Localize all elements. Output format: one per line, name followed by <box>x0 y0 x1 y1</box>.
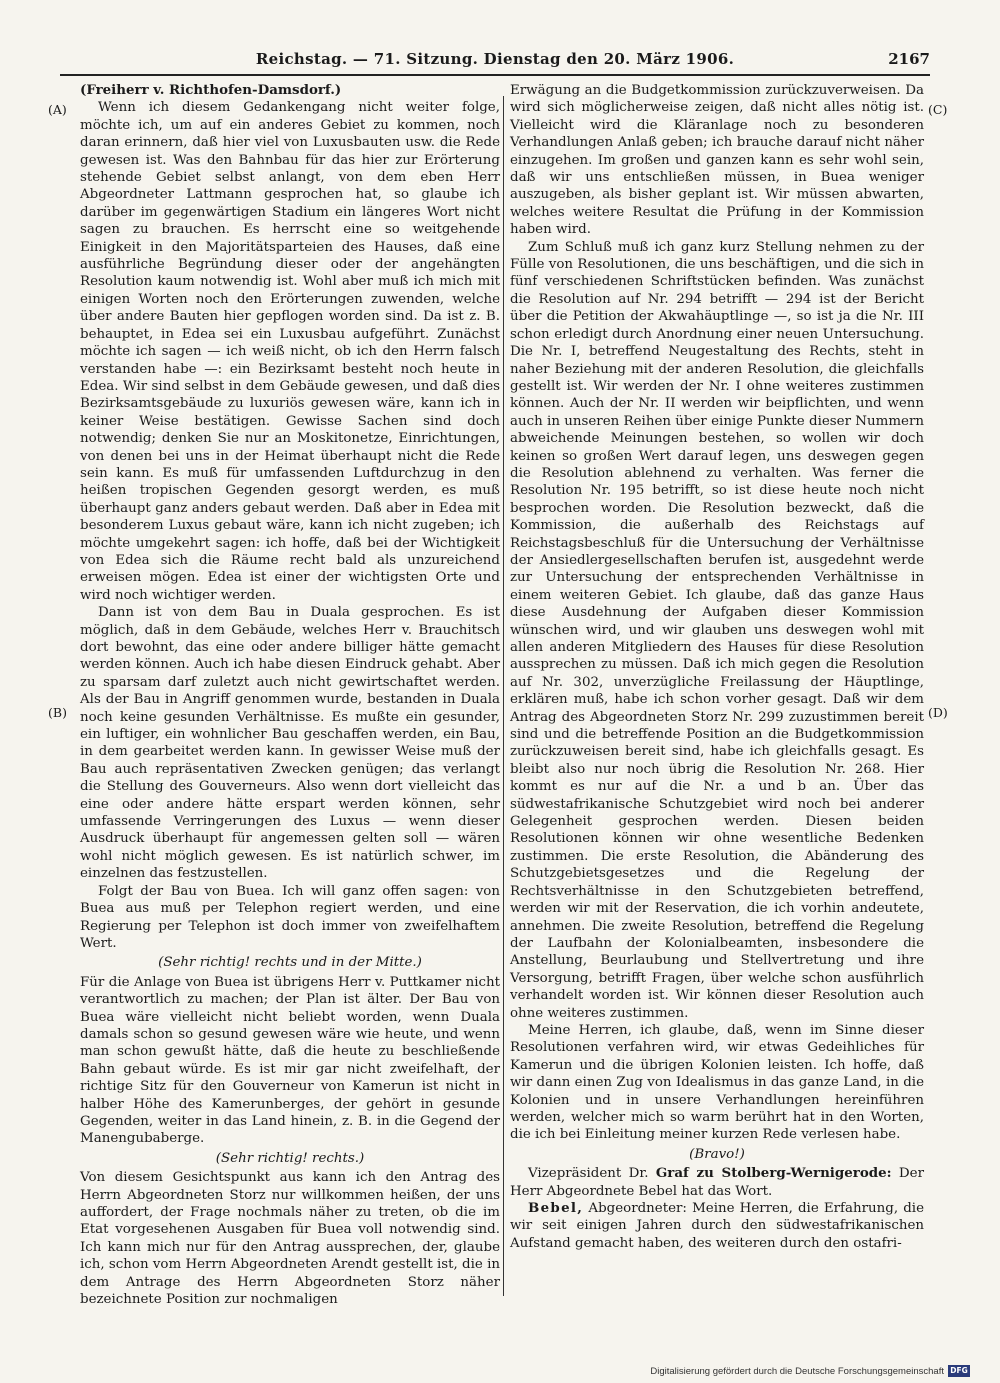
chair-name: Graf zu Stolberg-Wernigerode: <box>655 1165 892 1182</box>
paragraph: Meine Herren, ich glaube, daß, wenn im Sinne dieser Resolutionen verfahren wird, wir etwas Gedeihliches für Kamerun und die übrigen Kolonien leisten. Ich hoffe, daß wir dann einen Zug von Idealismus in das ganze Land, in die Kolonien und in unsere Verhandlungen hereinführen werden, welcher mich so warm berührt hat in den Worten, die ich bei Einleitung meiner kurzen Rede verlesen habe. <box>510 1022 924 1143</box>
paragraph: Zum Schluß muß ich ganz kurz Stellung nehmen zu der Fülle von Resolutionen, die uns beschäftigen, und die sich in fünf verschiedenen Schriftstücken befinden. Was zunächst die Resolution auf Nr. 294 betrifft — 294 ist der Bericht über die Petition der Akwahäuptlinge —, so ist ja die Nr. III schon erledigt durch Anordnung einer neuen Untersuchung. Die Nr. I, betreffend Neugestaltung des Rechts, steht in naher Beziehung mit der anderen Resolution, die gleichfalls gestellt ist. Wir werden der Nr. I ohne weiteres zustimmen können. Auch der Nr. II werden wir beipflichten, und wenn auch in unseren Reihen über einige Punkte dieser Nummern abweichende Meinungen bestehen, so wollen wir doch keinen so großen Wert darauf legen, uns deswegen gegen die Resolution ablehnend zu verhalten. Was ferner die Resolution Nr. 195 betrifft, so ist diese heute noch nicht besprochen worden. Die Resolution bezweckt, daß die Kommission, die außerhalb des Reichstags auf Reichstagsbeschluß für die Untersuchung der Verhältnisse der Ansiedlergesellschaften berufen ist, ausgedehnt werde zur Untersuchung der entsprechenden Verhältnisse in einem weiteren Gebiet. Ich glaube, daß das ganze Haus diese Ausdehnung der Aufgaben dieser Kommission wünschen wird, und wir glauben uns deswegen wohl mit allen anderen Mitgliedern des Hauses für diese Resolution aussprechen zu müssen. Daß ich mich gegen die Resolution auf Nr. 302, unverzügliche Freilassung der Häuptlinge, erklären muß, habe ich schon vorher gesagt. Daß wir dem Antrag des Abgeordneten Storz Nr. 299 zuzustimmen bereit sind und die betreffende Position an die Budgetkommission zurückzuweisen bereit sind, habe ich gleichfalls gesagt. Es bleibt also nur noch übrig die Resolution Nr. 268. Hier kommt es nur auf die Nr. a und b an. Über das südwestafrikanische Schutzgebiet wird noch bei anderer Gelegenheit gesprochen werden. Diesen beiden Resolutionen können wir ohne wesentliche Bedenken zustimmen. Die erste Resolution, die Abänderung des Schutzgebietsgesetzes und die Regelung der Rechtsverhältnisse in den Schutzgebieten betreffend, werden wir mit der Reservation, die ich vorhin andeutete, annehmen. Die zweite Resolution, betreffend die Regelung der Laufbahn der Kolonialbeamten, insbesondere die Anstellung, Beurlaubung und Stellvertretung und ihre Versorgung, betrifft Fragen, über welche schon ausführlich verhandelt worden ist. Wir können dieser Resolution auch ohne weiteres zustimmen. <box>510 239 924 1021</box>
right-column <box>510 82 924 1297</box>
bebel-statement <box>510 1200 924 1252</box>
paragraph: Erwägung an die Budgetkommission zurückzuverweisen. Da wird sich möglicherweise zeigen, daß nicht alles nötig ist. Vielleicht wird die Kläranlage noch zu besonderen Verhandlungen Anlaß geben; ich brauche darauf nicht näher einzugehen. Im großen und ganzen kann es sehr wohl sein, daß wir uns entschließen müssen, in Buea weniger auszugeben, als bisher geplant ist. Wir müssen abwarten, welches weitere Resultat die Prüfung in der Kommission haben wird. <box>510 83 924 238</box>
paragraph: Folgt der Bau von Buea. Ich will ganz offen sagen: von Buea aus muß per Telephon regiert werden, und eine Regierung per Telephon ist doch immer von zweifelhaftem Wert. <box>80 883 500 951</box>
left-column <box>80 82 500 1308</box>
chair-text: Der Herr Abgeordnete Bebel hat das Wort. <box>510 1166 924 1199</box>
speaker-name-bebel: Bebel, <box>528 1200 584 1216</box>
dfg-logo-icon: DFG <box>948 1365 970 1377</box>
chair-title: Vizepräsident Dr. <box>528 1166 649 1182</box>
column-divider <box>503 96 504 1296</box>
interjection: (Bravo!) <box>689 1146 745 1162</box>
footer <box>650 1365 970 1377</box>
speaker-reference: (Freiherr v. Richthofen-Damsdorf.) <box>80 82 342 98</box>
page-header <box>60 48 930 76</box>
paragraph: Für die Anlage von Buea ist übrigens Herr v. Puttkamer nicht verantwortlich zu machen; der Plan ist älter. Der Bau von Buea wäre vielleicht nicht beliebt worden, wenn Duala damals schon so gesund gewesen wäre wie heute, und wenn man schon gewußt hätte, daß die heute zu beschließende Bahn gebaut würde. Es ist mir gar nicht zweifelhaft, der richtige Sitz für den Gouverneur von Kamerun ist nicht in halber Höhe des Kamerunberges, der gehört in gesunde Gegenden, weiter in das Land hinein, z. B. in die Gegend der Manengubaberge. <box>80 974 500 1147</box>
margin-marker-d: (D) <box>928 705 948 720</box>
paragraph: Wenn ich diesem Gedankengang nicht weiter folge, möchte ich, um auf ein anderes Gebiet zu kommen, noch daran erinnern, daß hier viel von Luxusbauten usw. die Rede gewesen ist. Was den Bahnbau für das hier zur Erörterung stehende Gebiet selbst anlangt, von dem eben Herr Abgeordneter Lattmann gesprochen hat, so glaube ich darüber im gegenwärtigen Stadium ein längeres Wort nicht sagen zu brauchen. Es herrscht eine so weitgehende Einigkeit in den Majoritätsparteien des Hauses, daß eine ausführliche Begründung dieser oder der angehängten Resolution kaum notwendig ist. Wohl aber muß ich mich mit einigen Worten noch den Erörterungen zuwenden, welche über andere Bauten hier gepflogen worden sind. Da ist z. B. behauptet, in Edea sei ein Luxusbau aufgeführt. Zunächst möchte ich sagen — ich weiß nicht, ob ich den Herrn falsch verstanden habe —: ein Bezirksamt besteht noch heute in Edea. Wir sind selbst in dem Gebäude gewesen, und daß dies Bezirksamtsgebäude zu luxuriös gewesen wäre, kann ich in keiner Weise bestätigen. Gewisse Sachen sind doch notwendig; denken Sie nur an Moskitonetze, Einrichtungen, von denen bei uns in der Heimat überhaupt nicht die Rede sein kann. Es muß für umfassenden Luftdurchzug in den heißen tropischen Gegenden gesorgt werden, es muß überhaupt ganz anders gebaut werden. Daß aber in Edea mit besonderem Luxus gebaut wäre, kann ich nicht zugeben; ich möchte umgekehrt sagen: ich hoffe, daß bei der Wichtigkeit von Edea sich die Räume recht bald als unzureichend erweisen mögen. Edea ist einer der wichtigsten Orte und wird noch wichtiger werden. <box>80 100 500 603</box>
interjection: (Sehr richtig! rechts und in der Mitte.) <box>158 955 422 971</box>
running-head: Reichstag. — 71. Sitzung. Dienstag den 20. März 1906. <box>255 50 735 68</box>
paragraph: Dann ist von dem Bau in Duala gesprochen. Es ist möglich, daß in dem Gebäude, welches Herr v. Brauchitsch dort bewohnt, das eine oder andere billiger hätte gemacht werden können. Auch ich habe diesen Eindruck gehabt. Aber zu sparsam darf zuletzt auch nicht gewirtschaftet werden. Als der Bau in Angriff genommen wurde, bestanden in Duala noch keine gesunden Verhältnisse. Es mußte ein gesunder, ein luftiger, ein wohnlicher Bau geschaffen werden, ein Bau, in dem gearbeitet werden kann. In gewisser Weise muß der Bau auch repräsentativen Zwecken genügen; das verlangt die Stellung des Gouverneurs. Also wenn dort vielleicht das eine oder andere hätte erspart werden können, sehr umfassende Verringerungen des Luxus — wenn dieser Ausdruck überhaupt für angemessen gelten soll — wären wohl nicht möglich gewesen. Es ist natürlich schwer, im einzelnen das festzustellen. <box>80 605 500 882</box>
footer-text: Digitalisierung gefördert durch die Deutsche Forschungsgemeinschaft <box>650 1365 944 1377</box>
page-number: 2167 <box>888 50 930 68</box>
interjection: (Sehr richtig! rechts.) <box>215 1150 365 1166</box>
margin-marker-a: (A) <box>48 102 67 117</box>
chair-statement <box>510 1165 924 1200</box>
paragraph: Von diesem Gesichtspunkt aus kann ich den Antrag des Herrn Abgeordneten Storz nur willkommen heißen, der uns auffordert, der Frage nochmals näher zu treten, ob die im Etat vorgesehenen Ausgaben für Buea voll notwendig sind. Ich kann mich nur für den Antrag aussprechen, der, glaube ich, schon vom Herrn Abgeordneten Arendt gestellt ist, die in dem Antrage des Herrn Abgeordneten Storz näher bezeichnete Position zur nochmaligen <box>80 1170 500 1308</box>
bebel-text: Abgeordneter: Meine Herren, die Erfahrung, die wir seit einigen Jahren durch den südwestafrikanischen Aufstand gemacht haben, des weiteren durch den ostafri- <box>510 1201 924 1251</box>
margin-marker-b: (B) <box>48 705 67 720</box>
margin-marker-c: (C) <box>928 102 948 117</box>
